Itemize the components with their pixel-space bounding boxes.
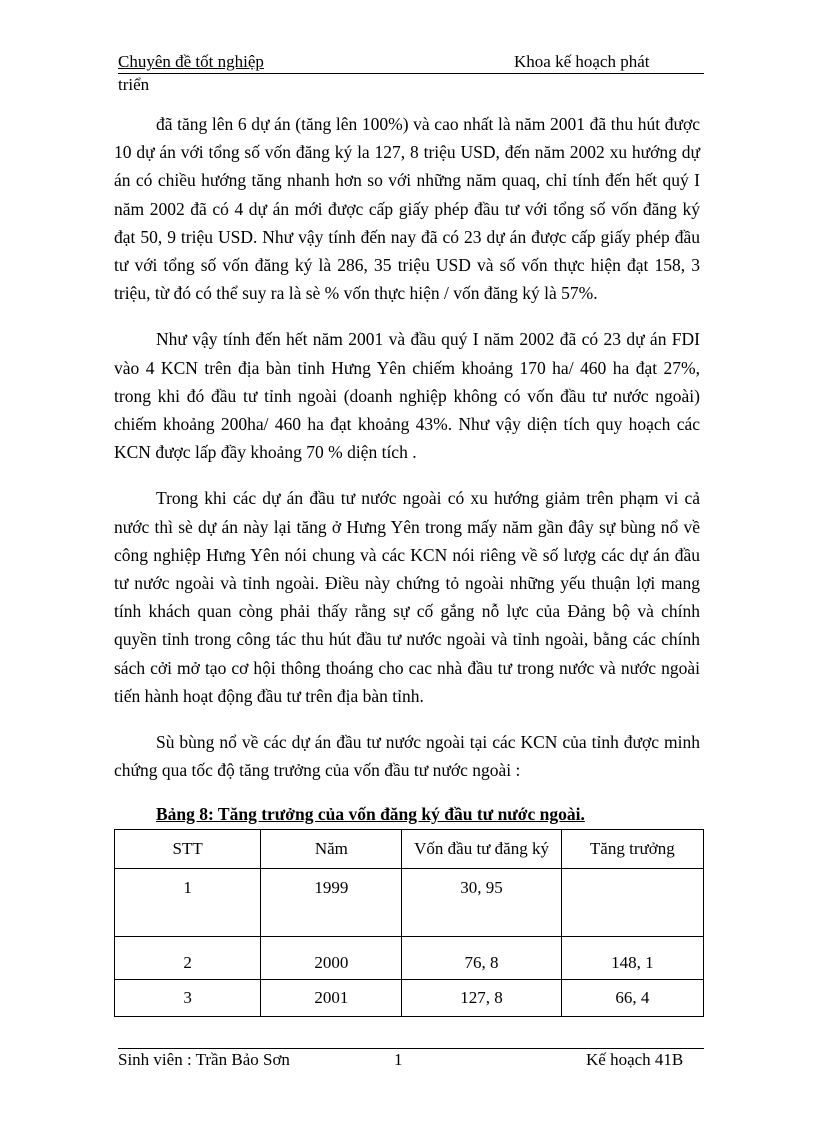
paragraph: Sù bùng nổ về các dự án đầu tư nước ngoài tại các KCN của tỉnh được minh chứng qua tốc độ tăng trưởng của vốn đầu tư nước ngoài :: [114, 732, 700, 781]
cell-capital: 76, 8: [402, 937, 561, 980]
header-registered-capital: Vốn đầu tư đăng ký: [402, 830, 561, 869]
cell-year: 2001: [261, 980, 402, 1017]
footer-student: Sinh viên : Trần Bảo Sơn: [118, 1050, 290, 1069]
cell-stt: 3: [115, 980, 261, 1017]
header-stt: STT: [115, 830, 261, 869]
page-number: 1: [394, 1050, 403, 1069]
cell-growth: [561, 869, 703, 937]
table-caption: Bảng 8: Tăng trưởng của vốn đăng ký đầu tư nước ngoài.: [156, 804, 585, 824]
body-text: [114, 110, 700, 802]
investment-growth-table: [114, 829, 704, 1017]
cell-growth: 148, 1: [561, 937, 703, 980]
table-row: [115, 937, 704, 980]
table-row: [115, 869, 704, 937]
cell-capital: 127, 8: [402, 980, 561, 1017]
paragraph: Như vậy tính đến hết năm 2001 và đầu quý I năm 2002 đã có 23 dự án FDI vào 4 KCN trên địa bàn tỉnh Hưng Yên chiếm khoảng 170 ha/ 460 ha đạt 27%, trong khi đó đầu tư tỉnh ngoài (doanh nghiệp không có vốn đầu tư nước ngoài) chiếm khoảng 200ha/ 460 ha đạt khoảng 43%. Như vậy diện tích quy hoạch các KCN được lấp đầy khoảng 70 % diện tích .: [114, 329, 700, 463]
footer-divider: [118, 1048, 704, 1049]
cell-stt: 2: [115, 937, 261, 980]
header-faculty-continued: triển: [118, 75, 150, 94]
header-document-type: Chuyên đề tốt nghiệp: [118, 52, 264, 71]
cell-growth: 66, 4: [561, 980, 703, 1017]
header-growth: Tăng trưởng: [561, 830, 703, 869]
cell-year: 1999: [261, 869, 402, 937]
cell-capital: 30, 95: [402, 869, 561, 937]
cell-year: 2000: [261, 937, 402, 980]
table-header-row: [115, 830, 704, 869]
header-year: Năm: [261, 830, 402, 869]
page-header: [118, 52, 704, 74]
paragraph: đã tăng lên 6 dự án (tăng lên 100%) và cao nhất là năm 2001 đã thu hút được 10 dự án với tổng số vốn đăng ký la 127, 8 triệu USD, đến năm 2002 xu hướng dự án có chiều hướng tăng nhanh hơn so với những năm quaq, chỉ tính đến hết quý I năm 2002 đã có 4 dự án mới được cấp giấy phép đầu tư với tổng số vốn đăng ký đạt 50, 9 triệu USD. Như vậy tính đến nay đã có 23 dự án được cấp giấy phép đầu tư với tổng số vốn đăng ký là 286, 35 triệu USD và số vốn thực hiện đạt 158, 3 triệu, từ đó có thể suy ra là sè % vốn thực hiện / vốn đăng ký là 57%.: [114, 114, 700, 304]
table-row: [115, 980, 704, 1017]
header-divider: [118, 73, 704, 74]
header-faculty: Khoa kế hoạch phát: [514, 52, 650, 71]
footer-class: Kế hoạch 41B: [586, 1050, 684, 1069]
cell-stt: 1: [115, 869, 261, 937]
paragraph: Trong khi các dự án đầu tư nước ngoài có xu hướng giảm trên phạm vi cả nước thì sè dự án này lại tăng ở Hưng Yên trong mấy năm gần đây sự bùng nổ về công nghiệp Hưng Yên nói chung và các KCN nói riêng về số lượg các dự án đầu tư nước ngoài và tỉnh ngoài. Điều này chứng tỏ ngoài những yếu thuận lợi mang tính khách quan còng phải thấy rằng sự cố gắng nỗ lực của Đảng bộ và chính quyền tỉnh trong công tác thu hút đầu tư nước ngoài và tỉnh ngoài, bằng các chính sách cởi mở tạo cơ hội thông thoáng cho cac nhà đầu tư trong nước và nước ngoài tiến hành hoạt động đầu tư trên địa bàn tỉnh.: [114, 488, 700, 706]
